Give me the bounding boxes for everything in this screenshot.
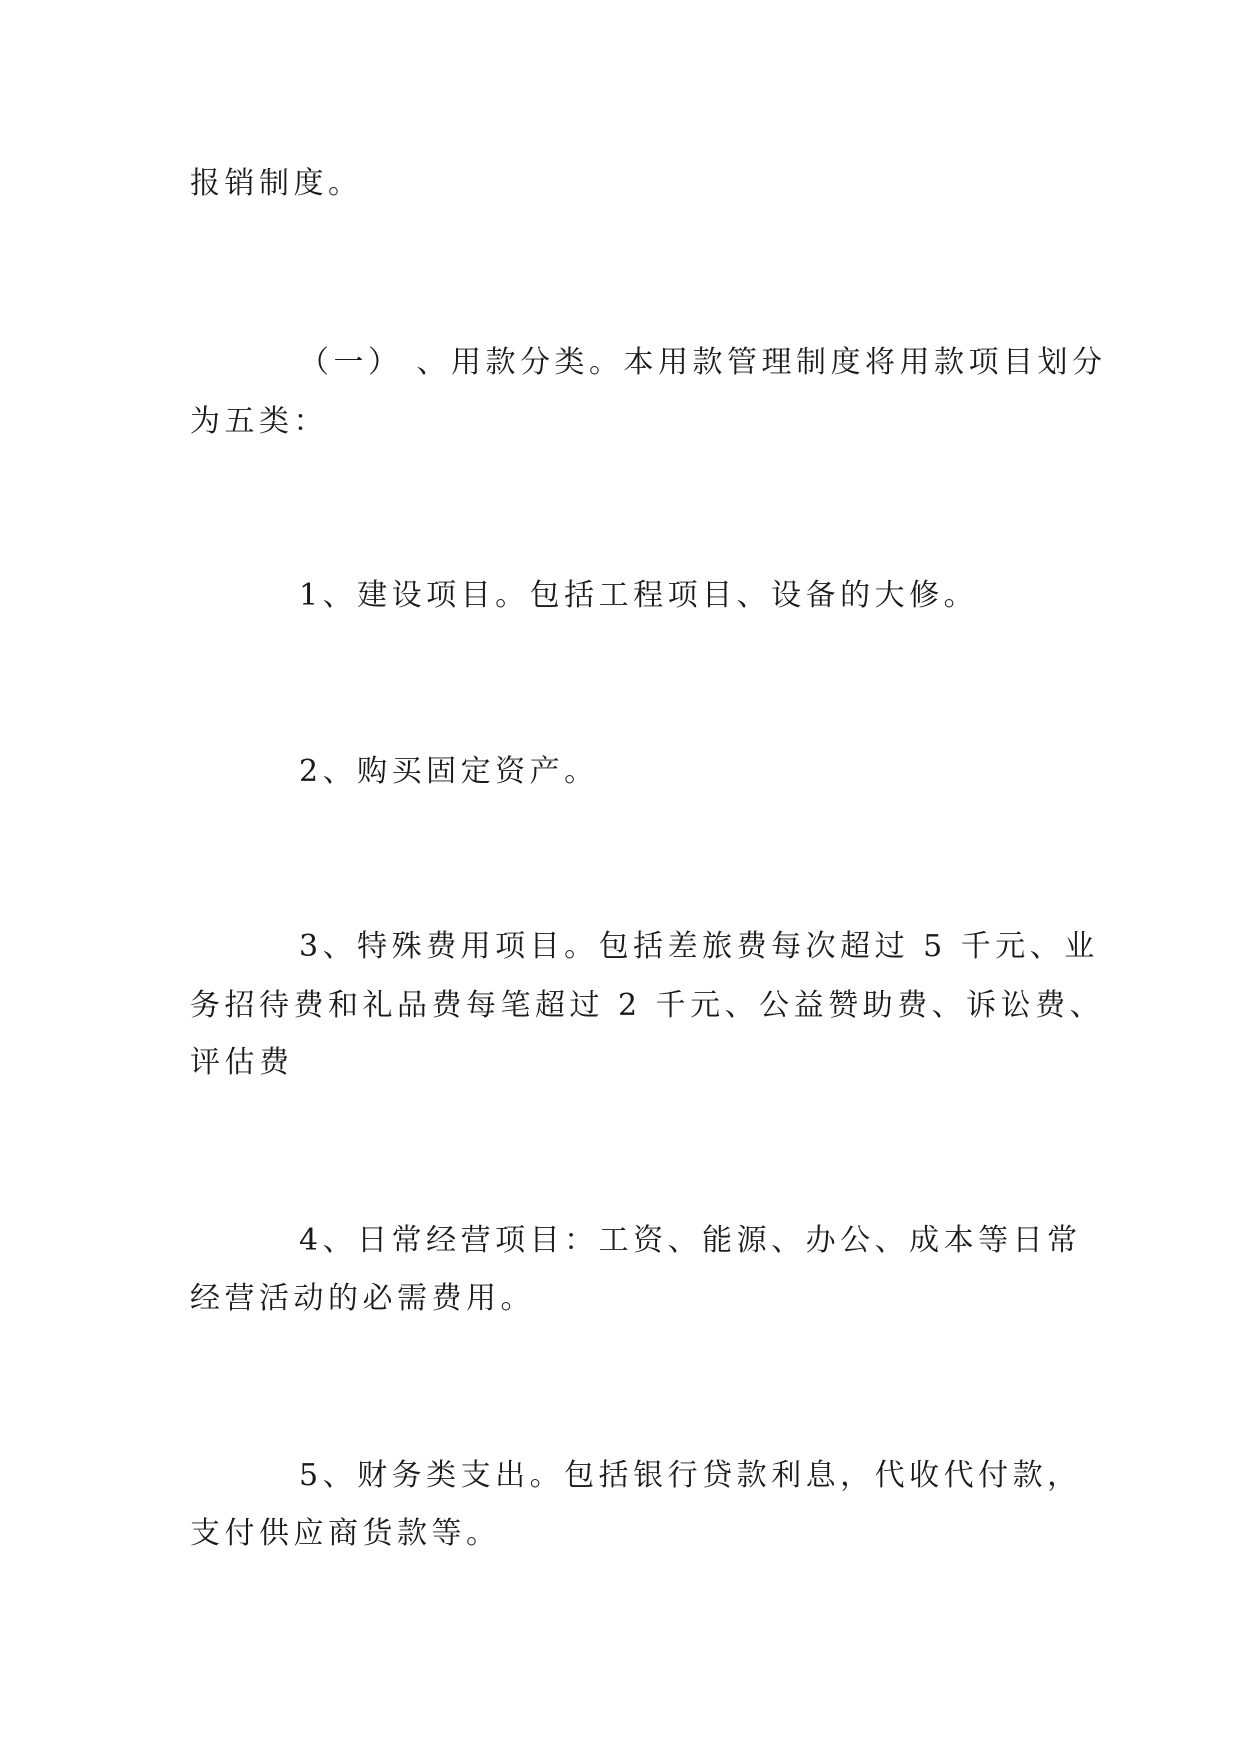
paragraph-line: 1、建设项目。包括工程项目、设备的大修。 — [299, 578, 979, 613]
paragraph-line: 为五类： — [190, 404, 328, 439]
paragraph-line: 2、购买固定资产。 — [299, 754, 599, 789]
paragraph-line: 评估费 — [190, 1045, 294, 1080]
paragraph-line: 4、日常经营项目：工资、能源、办公、成本等日常 — [299, 1223, 1082, 1258]
paragraph-line: 务招待费和礼品费每笔超过 2 千元、公益赞助费、诉讼费、 — [190, 988, 1105, 1023]
paragraph-line: 报销制度。 — [190, 166, 363, 201]
paragraph-line: 5、财务类支出。包括银行贷款利息，代收代付款， — [299, 1458, 1082, 1493]
paragraph-line: 3、特殊费用项目。包括差旅费每次超过 5 千元、业 — [299, 929, 1099, 964]
paragraph-line: 支付供应商货款等。 — [190, 1516, 501, 1551]
paragraph-line: （一） 、用款分类。本用款管理制度将用款项目划分 — [299, 345, 1107, 380]
paragraph-line: 经营活动的必需费用。 — [190, 1281, 535, 1316]
